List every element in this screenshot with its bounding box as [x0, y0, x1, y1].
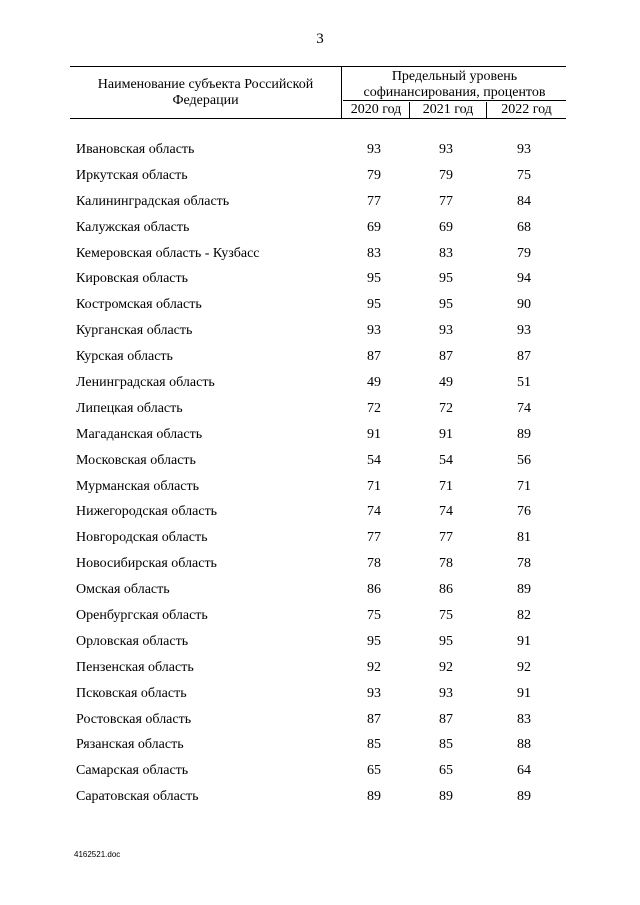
value-2020-cell: 79 [367, 167, 381, 183]
region-name-cell: Магаданская область [76, 426, 203, 442]
column-header-region-name: Наименование субъекта Российской Федерации [70, 67, 342, 118]
region-name-cell: Курская область [76, 349, 173, 365]
value-2022-cell: 89 [517, 426, 531, 442]
value-2021-cell: 89 [439, 789, 453, 805]
value-2022-cell: 68 [517, 219, 531, 235]
document-id: 4162521.doc [74, 850, 121, 859]
region-name-cell: Иркутская область [76, 167, 188, 183]
value-2020-cell: 87 [367, 349, 381, 365]
value-2020-cell: 85 [367, 737, 381, 753]
region-name-cell: Курганская область [76, 323, 193, 339]
table-row [0, 684, 640, 710]
value-2020-cell: 49 [367, 375, 381, 391]
region-name-cell: Липецкая область [76, 400, 183, 416]
value-2020-cell: 69 [367, 219, 381, 235]
value-2022-cell: 89 [517, 582, 531, 598]
table-row [0, 658, 640, 684]
page-number: 3 [316, 31, 324, 47]
value-2022-cell: 76 [517, 504, 531, 520]
value-2022-cell: 90 [517, 297, 531, 313]
region-name-cell: Кемеровская область - Кузбасс [76, 245, 260, 261]
region-name-cell: Ленинградская область [76, 375, 215, 391]
region-name-cell: Пензенская область [76, 659, 194, 675]
value-2022-cell: 64 [517, 763, 531, 779]
value-2022-cell: 78 [517, 556, 531, 572]
value-2020-cell: 87 [367, 711, 381, 727]
region-name-cell: Самарская область [76, 763, 189, 779]
table-row [0, 218, 640, 244]
table-row [0, 606, 640, 632]
column-header-year-2020: 2020 год [343, 102, 410, 118]
value-2021-cell: 54 [439, 452, 453, 468]
value-2022-cell: 71 [517, 478, 531, 494]
table-row [0, 347, 640, 373]
value-2020-cell: 93 [367, 685, 381, 701]
value-2020-cell: 91 [367, 426, 381, 442]
value-2022-cell: 89 [517, 789, 531, 805]
table-row [0, 166, 640, 192]
value-2022-cell: 87 [517, 349, 531, 365]
value-2020-cell: 54 [367, 452, 381, 468]
value-2021-cell: 95 [439, 271, 453, 287]
value-2020-cell: 86 [367, 582, 381, 598]
value-2021-cell: 92 [439, 659, 453, 675]
region-name-cell: Орловская область [76, 633, 189, 649]
table-row [0, 787, 640, 813]
table-row [0, 244, 640, 270]
value-2021-cell: 91 [439, 426, 453, 442]
value-2022-cell: 93 [517, 142, 531, 157]
region-name-cell: Оренбургская область [76, 608, 208, 624]
region-name-cell: Новгородская область [76, 530, 208, 546]
value-2020-cell: 65 [367, 763, 381, 779]
value-2021-cell: 87 [439, 711, 453, 727]
value-2020-cell: 95 [367, 633, 381, 649]
table-row [0, 477, 640, 503]
value-2021-cell: 95 [439, 633, 453, 649]
region-name-cell: Костромская область [76, 297, 202, 313]
region-name-cell: Псковская область [76, 685, 187, 701]
value-2020-cell: 93 [367, 142, 381, 157]
column-header-cofinancing-level: Предельный уровень софинансирования, процентов [343, 67, 566, 101]
region-name-cell: Ивановская область [76, 142, 195, 157]
value-2020-cell: 77 [367, 193, 381, 209]
table-row [0, 735, 640, 761]
table-row [0, 710, 640, 736]
table-row [0, 632, 640, 658]
table-row [0, 269, 640, 295]
table-row [0, 399, 640, 425]
table-header [70, 66, 566, 119]
value-2021-cell: 71 [439, 478, 453, 494]
region-name-cell: Калужская область [76, 219, 190, 235]
value-2022-cell: 75 [517, 167, 531, 183]
value-2022-cell: 79 [517, 245, 531, 261]
value-2022-cell: 81 [517, 530, 531, 546]
value-2020-cell: 89 [367, 789, 381, 805]
value-2022-cell: 74 [517, 400, 531, 416]
region-name-cell: Калининградская область [76, 193, 230, 209]
table-row [0, 502, 640, 528]
value-2021-cell: 49 [439, 375, 453, 391]
value-2021-cell: 77 [439, 530, 453, 546]
value-2021-cell: 79 [439, 167, 453, 183]
value-2021-cell: 86 [439, 582, 453, 598]
value-2021-cell: 93 [439, 323, 453, 339]
value-2022-cell: 82 [517, 608, 531, 624]
region-name-cell: Московская область [76, 452, 196, 468]
region-name-cell: Кировская область [76, 271, 189, 287]
table-row [0, 140, 640, 166]
value-2021-cell: 95 [439, 297, 453, 313]
value-2021-cell: 93 [439, 142, 453, 157]
value-2021-cell: 93 [439, 685, 453, 701]
value-2022-cell: 84 [517, 193, 531, 209]
table-row [0, 528, 640, 554]
value-2022-cell: 94 [517, 271, 531, 287]
value-2020-cell: 95 [367, 297, 381, 313]
value-2020-cell: 93 [367, 323, 381, 339]
value-2020-cell: 74 [367, 504, 381, 520]
table-row [0, 554, 640, 580]
value-2021-cell: 85 [439, 737, 453, 753]
region-name-cell: Саратовская область [76, 789, 199, 805]
value-2020-cell: 75 [367, 608, 381, 624]
value-2021-cell: 74 [439, 504, 453, 520]
table-row [0, 451, 640, 477]
table-row [0, 425, 640, 451]
value-2021-cell: 75 [439, 608, 453, 624]
value-2020-cell: 92 [367, 659, 381, 675]
table-row [0, 192, 640, 218]
table-row [0, 373, 640, 399]
value-2020-cell: 77 [367, 530, 381, 546]
value-2021-cell: 87 [439, 349, 453, 365]
value-2020-cell: 95 [367, 271, 381, 287]
region-name-cell: Рязанская область [76, 737, 184, 753]
value-2021-cell: 69 [439, 219, 453, 235]
table-row [0, 295, 640, 321]
region-name-cell: Новосибирская область [76, 556, 217, 572]
table-row [0, 321, 640, 347]
value-2020-cell: 83 [367, 245, 381, 261]
value-2020-cell: 72 [367, 400, 381, 416]
column-header-year-2021: 2021 год [410, 102, 487, 118]
value-2021-cell: 83 [439, 245, 453, 261]
table-row [0, 580, 640, 606]
value-2022-cell: 51 [517, 375, 531, 391]
value-2022-cell: 88 [517, 737, 531, 753]
value-2022-cell: 93 [517, 323, 531, 339]
column-header-year-2022: 2022 год [501, 102, 552, 117]
region-name-cell: Мурманская область [76, 478, 200, 494]
value-2021-cell: 65 [439, 763, 453, 779]
value-2022-cell: 91 [517, 633, 531, 649]
value-2020-cell: 78 [367, 556, 381, 572]
value-2020-cell: 71 [367, 478, 381, 494]
region-name-cell: Нижегородская область [76, 504, 218, 520]
value-2022-cell: 91 [517, 685, 531, 701]
value-2021-cell: 72 [439, 400, 453, 416]
table-row [0, 761, 640, 787]
value-2022-cell: 56 [517, 452, 531, 468]
value-2022-cell: 92 [517, 659, 531, 675]
value-2021-cell: 78 [439, 556, 453, 572]
value-2022-cell: 83 [517, 711, 531, 727]
region-name-cell: Ростовская область [76, 711, 192, 727]
value-2021-cell: 77 [439, 193, 453, 209]
region-name-cell: Омская область [76, 582, 170, 598]
table-body [0, 140, 640, 813]
